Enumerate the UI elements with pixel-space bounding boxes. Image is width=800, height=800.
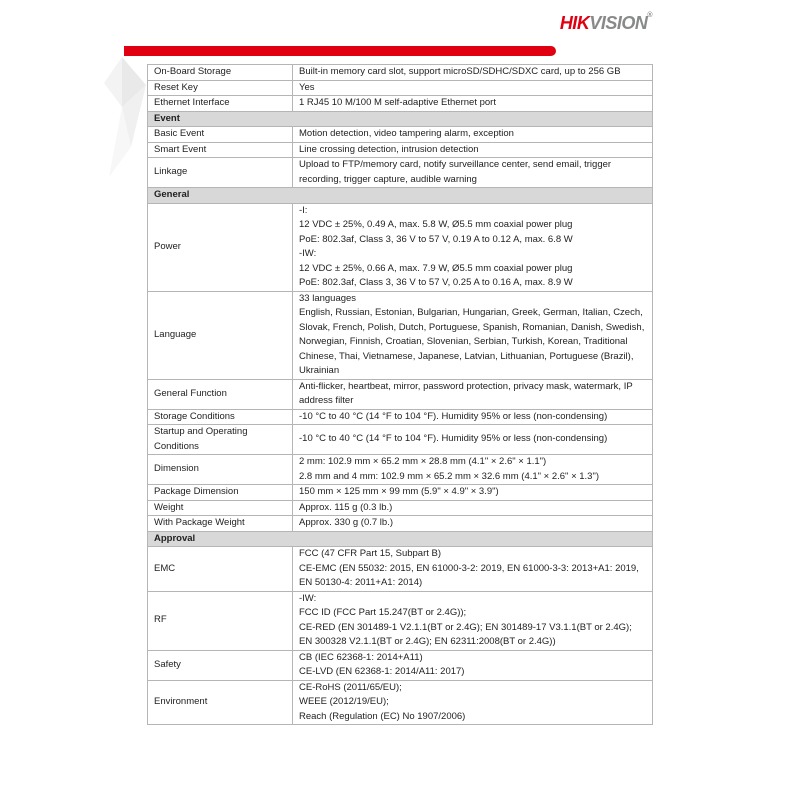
spec-label: Smart Event: [148, 142, 293, 158]
spec-value-line: PoE: 802.3af, Class 3, 36 V to 57 V, 0.25 A to 0.16 A, max. 8.9 W: [299, 277, 573, 288]
table-row: [148, 547, 653, 592]
spec-label: Dimension: [148, 455, 293, 485]
spec-label: Linkage: [148, 158, 293, 188]
spec-label: Ethernet Interface: [148, 96, 293, 112]
spec-value-line: Yes: [299, 81, 315, 93]
table-row: [148, 158, 653, 188]
spec-value: [293, 127, 653, 143]
spec-value-line: 12 VDC ± 25%, 0.66 A, max. 7.9 W, Ø5.5 mm coaxial power plug: [299, 262, 573, 274]
table-row: [148, 455, 653, 485]
spec-value-line: -10 °C to 40 °C (14 °F to 104 °F). Humidity 95% or less (non-condensing): [299, 410, 608, 422]
spec-value: [293, 65, 653, 81]
hikvision-logo: [560, 13, 652, 34]
spec-value: [293, 547, 653, 592]
spec-value-line: 2.8 mm and 4 mm: 102.9 mm × 65.2 mm × 32.6 mm (4.1" × 2.6" × 1.3"): [299, 470, 599, 482]
table-row: [148, 680, 653, 725]
table-row: [148, 591, 653, 650]
spec-label: Package Dimension: [148, 485, 293, 501]
spec-value-line: Anti-flicker, heartbeat, mirror, password protection, privacy mask, watermark, IP address filter: [299, 380, 633, 406]
table-row: [148, 80, 653, 96]
spec-value-line: -IW:: [299, 592, 317, 604]
spec-value: [293, 158, 653, 188]
spec-value-line: 150 mm × 125 mm × 99 mm (5.9" × 4.9" × 3.9"): [299, 486, 499, 497]
spec-value: [293, 142, 653, 158]
table-row: [148, 650, 653, 680]
section-header-label: Approval: [148, 531, 653, 547]
spec-label: RF: [148, 591, 293, 650]
table-row: [148, 485, 653, 501]
spec-value: [293, 291, 653, 379]
section-header-row: [148, 188, 653, 204]
spec-label: General Function: [148, 379, 293, 409]
spec-value: [293, 516, 653, 532]
spec-value: [293, 203, 653, 291]
table-row: [148, 409, 653, 425]
spec-label: Basic Event: [148, 127, 293, 143]
table-row: [148, 500, 653, 516]
spec-value-line: -IW:: [299, 248, 317, 259]
spec-label: Startup and Operating Conditions: [148, 425, 293, 455]
spec-value-line: Approx. 115 g (0.3 lb.): [299, 501, 393, 513]
spec-value-line: Approx. 330 g (0.7 lb.): [299, 517, 393, 528]
spec-value-line: CE-RoHS (2011/65/EU);: [299, 681, 402, 693]
spec-label: Reset Key: [148, 80, 293, 96]
spec-table-body: [148, 65, 653, 725]
table-row: [148, 142, 653, 158]
spec-value: [293, 455, 653, 485]
spec-value: [293, 500, 653, 516]
spec-label: Weight: [148, 500, 293, 516]
spec-value: [293, 96, 653, 112]
spec-value-line: WEEE (2012/19/EU);: [299, 696, 389, 707]
geometric-watermark: [102, 57, 150, 185]
table-row: [148, 379, 653, 409]
red-divider-bar: [124, 46, 556, 56]
spec-label: Storage Conditions: [148, 409, 293, 425]
spec-value-line: 12 VDC ± 25%, 0.49 A, max. 5.8 W, Ø5.5 mm coaxial power plug: [299, 219, 573, 230]
table-row: [148, 425, 653, 455]
table-row: [148, 203, 653, 291]
spec-value-line: English, Russian, Estonian, Bulgarian, Hungarian, Greek, German, Italian, Czech, Slovak, French, Polish, Dutch, Portuguese, Spanish, Romanian, Danish, Swedish, Norwegian, Finnish, Croatian, Slovenian, Serbian, Turkish, Korean, Traditional Chinese, Thai, Vietnamese, Japanese, Latvian, Lithuanian, Portuguese (Brazil), Ukrainian: [299, 307, 645, 376]
spec-value-line: CB (IEC 62368-1: 2014+A11): [299, 651, 423, 663]
spec-value-line: CE-RED (EN 301489-1 V2.1.1(BT or 2.4G); EN 301489-17 V3.1.1(BT or 2.4G); EN 300328 V2.1.1(BT or 2.4G); EN 62311:2008(BT or 2.4G)): [299, 621, 632, 647]
section-header-row: [148, 531, 653, 547]
spec-label: Safety: [148, 650, 293, 680]
spec-value-line: Reach (Regulation (EC) No 1907/2006): [299, 710, 466, 722]
section-header-row: [148, 111, 653, 127]
spec-value-line: Built-in memory card slot, support microSD/SDHC/SDXC card, up to 256 GB: [299, 66, 621, 77]
logo-hik-text: HIK: [559, 13, 590, 33]
table-row: [148, 291, 653, 379]
spec-value-line: -10 °C to 40 °C (14 °F to 104 °F). Humidity 95% or less (non-condensing): [299, 433, 608, 445]
table-row: [148, 516, 653, 532]
spec-value-line: FCC ID (FCC Part 15.247(BT or 2.4G));: [299, 607, 467, 618]
spec-label: Environment: [148, 680, 293, 725]
table-row: [148, 96, 653, 112]
spec-label: EMC: [148, 547, 293, 592]
spec-value-line: -I:: [299, 204, 308, 216]
logo-vision-text: VISION: [589, 13, 648, 33]
spec-label: On-Board Storage: [148, 65, 293, 81]
section-header-label: General: [148, 188, 653, 204]
spec-value-line: PoE: 802.3af, Class 3, 36 V to 57 V, 0.19 A to 0.12 A, max. 6.8 W: [299, 233, 573, 245]
table-row: [148, 65, 653, 81]
spec-value-line: 2 mm: 102.9 mm × 65.2 mm × 28.8 mm (4.1" × 2.6" × 1.1"): [299, 456, 547, 467]
spec-value: [293, 409, 653, 425]
spec-value: [293, 485, 653, 501]
section-header-label: Event: [148, 111, 653, 127]
spec-value-line: Line crossing detection, intrusion detection: [299, 143, 479, 155]
table-row: [148, 127, 653, 143]
spec-value-line: CE-EMC (EN 55032: 2015, EN 61000-3-2: 2019, EN 61000-3-3: 2013+A1: 2019, EN 50130-4: 2011+A1: 2014): [299, 562, 639, 588]
spec-value: [293, 650, 653, 680]
spec-value-line: 1 RJ45 10 M/100 M self-adaptive Ethernet port: [299, 97, 496, 108]
spec-value: [293, 80, 653, 96]
spec-value: [293, 379, 653, 409]
spec-label: Power: [148, 203, 293, 291]
spec-value: [293, 680, 653, 725]
spec-value-line: 33 languages: [299, 292, 357, 304]
spec-value-line: FCC (47 CFR Part 15, Subpart B): [299, 548, 442, 559]
spec-label: With Package Weight: [148, 516, 293, 532]
spec-value: [293, 591, 653, 650]
registered-trademark-mark: ®: [647, 12, 652, 19]
spec-value-line: CE-LVD (EN 62368-1: 2014/A11: 2017): [299, 666, 465, 677]
spec-label: Language: [148, 291, 293, 379]
spec-value-line: Motion detection, video tampering alarm, exception: [299, 128, 514, 139]
specification-table: [147, 64, 653, 725]
spec-value-line: Upload to FTP/memory card, notify surveillance center, send email, trigger recording, trigger capture, audible warning: [299, 159, 612, 185]
spec-value: [293, 425, 653, 455]
